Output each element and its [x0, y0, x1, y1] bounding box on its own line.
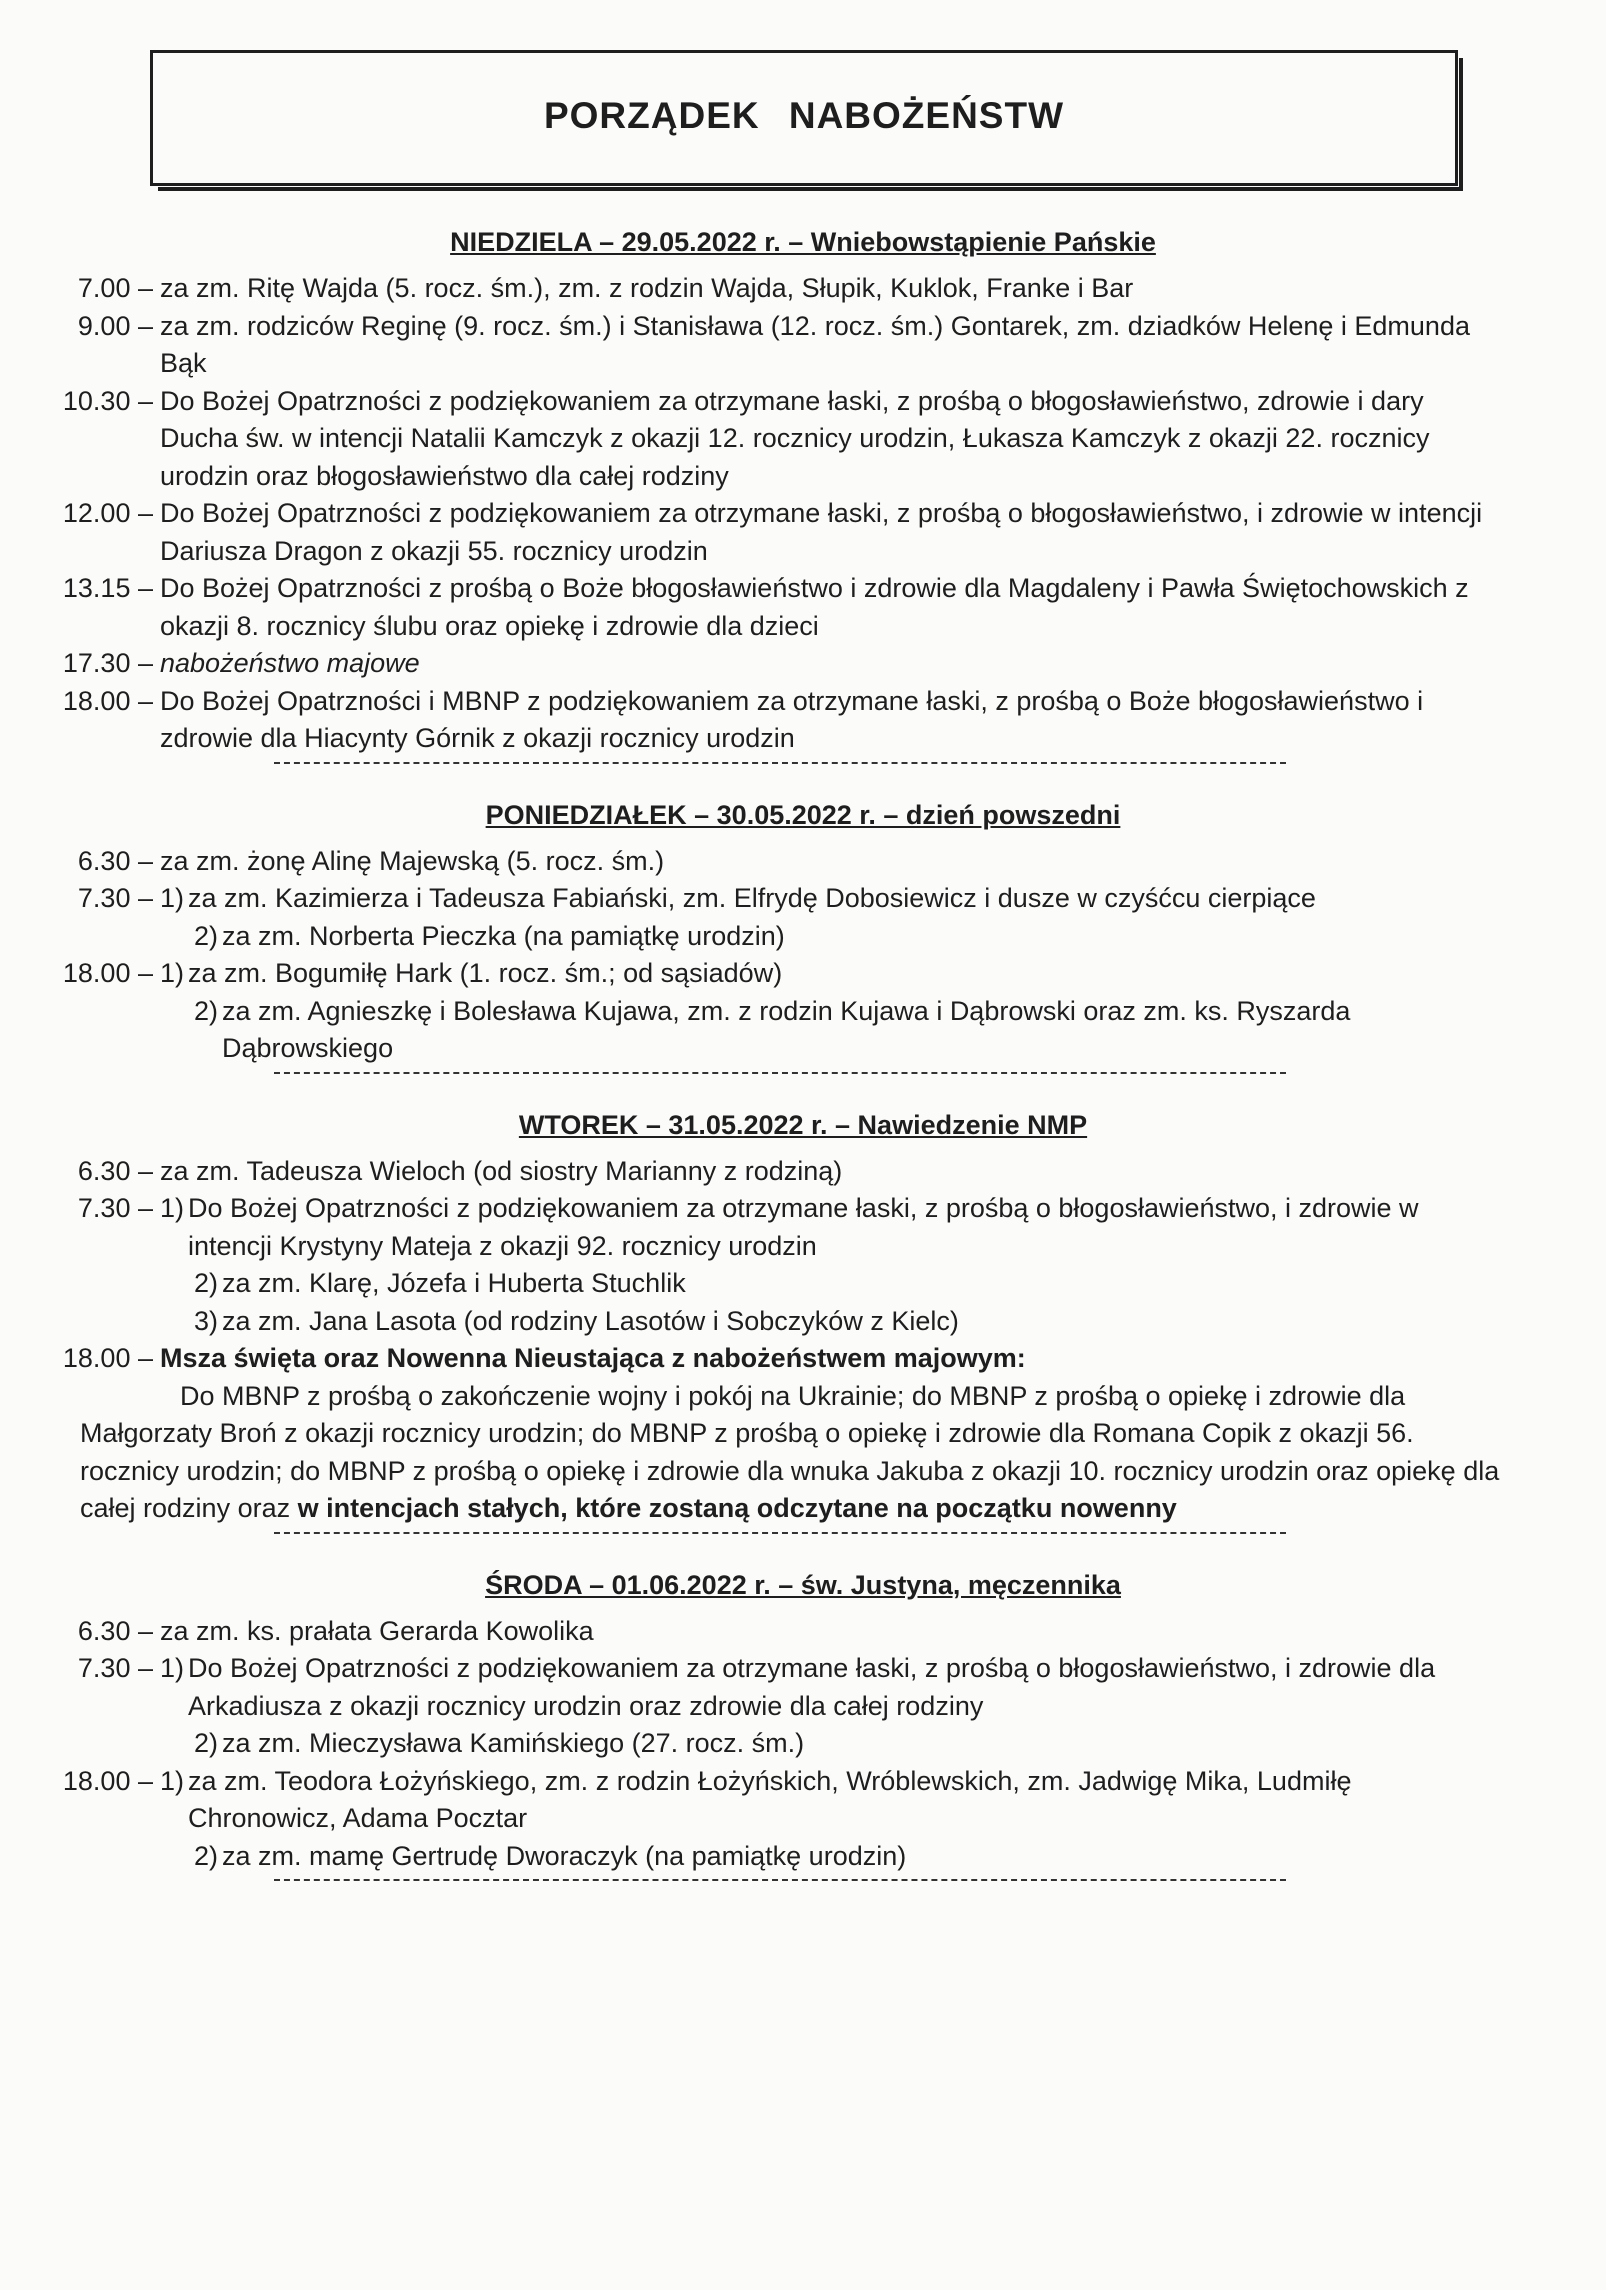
intention-item: 1) Do Bożej Opatrzności z podziękowaniem za otrzymane łaski, z prośbą o błogosławieństwo, i zdrowie dla Arkadiusza z okazji rocznicy urodzin oraz zdrowie dla całej rodziny — [160, 1653, 1436, 1721]
mass-entry — [0, 570, 1606, 645]
section-heading: WTOREK – 31.05.2022 r. – Nawiedzenie NMP — [518, 1109, 1088, 1140]
intention-item: 1) za zm. Kazimierza i Tadeusza Fabiański, zm. Elfrydę Dobosiewicz i dusze w czyśćcu cierpiące — [160, 883, 1316, 913]
intention-item: 1) Do Bożej Opatrzności z podziękowaniem za otrzymane łaski, z prośbą o błogosławieństwo, i zdrowie w intencji Krystyny Mateja z okazji 92. rocznicy urodzin — [160, 1193, 1419, 1261]
mass-time: 9.00 – — [77, 310, 153, 341]
intention-item: 2) za zm. Agnieszkę i Bolesława Kujawa, zm. z rodzin Kujawa i Dąbrowski oraz zm. ks. Ryszarda Dąbrowskiego — [194, 995, 1351, 1063]
mass-intention: Do Bożej Opatrzności i MBNP z podziękowaniem za otrzymane łaski, z prośbą o Boże błogosławieństwo i zdrowie dla Hiacynty Górnik z okazji rocznicy urodzin — [160, 685, 1424, 753]
mass-intention: Do Bożej Opatrzności z podziękowaniem za otrzymane łaski, z prośbą o błogosławieństwo, zdrowie i dary Ducha św. w intencji Natalii Kamczyk z okazji 12. rocznicy urodzin, Łukasza Kamczyk z okazji 22. rocznicy urodzin oraz błogosławieństwo dla całej rodziny — [160, 385, 1430, 491]
mass-time: 6.30 – — [77, 1615, 153, 1646]
section-monday — [0, 795, 1606, 1075]
mass-entry — [0, 683, 1606, 758]
section-sunday — [0, 222, 1606, 765]
mass-time: 7.30 – — [77, 1653, 153, 1683]
mass-time: 18.00 – — [62, 1343, 153, 1373]
intention-item: 2) za zm. mamę Gertrudę Dworaczyk (na pamiątkę urodzin) — [194, 1840, 907, 1871]
section-tuesday — [0, 1105, 1606, 1535]
mass-intention: za zm. rodziców Reginę (9. rocz. śm.) i Stanisława (12. rocz. śm.) Gontarek, zm. dziadków Helenę i Edmunda Bąk — [160, 310, 1470, 378]
mass-entry — [0, 1340, 1606, 1528]
mass-time: 18.00 – — [62, 1765, 153, 1796]
intention-item: 2) za zm. Norberta Pieczka (na pamiątkę urodzin) — [194, 920, 785, 951]
mass-intention: za zm. ks. prałata Gerarda Kowolika — [160, 1615, 594, 1646]
novena-heading: Msza święta oraz Nowenna Nieustająca z nabożeństwem majowym: — [160, 1343, 1026, 1373]
mass-entry — [0, 383, 1606, 496]
mass-time: 6.30 – — [77, 1155, 153, 1186]
mass-time: 7.30 – — [77, 1193, 153, 1223]
page-title: PORZĄDEK NABOŻEŃSTW — [543, 95, 1065, 136]
mass-intention: nabożeństwo majowe — [160, 648, 420, 678]
title-box — [150, 50, 1458, 186]
mass-time: 17.30 – — [62, 648, 153, 678]
mass-entry — [0, 308, 1606, 383]
mass-entry — [0, 1153, 1606, 1191]
section-heading: NIEDZIELA – 29.05.2022 r. – Wniebowstąpienie Pańskie — [450, 227, 1156, 257]
mass-intention: za zm. Tadeusza Wieloch (od siostry Marianny z rodziną) — [160, 1155, 843, 1186]
mass-time: 18.00 – — [62, 958, 153, 988]
intention-item: 2) za zm. Klarę, Józefa i Huberta Stuchlik — [194, 1268, 686, 1298]
mass-entry — [0, 1613, 1606, 1651]
mass-intention: za zm. żonę Alinę Majewską (5. rocz. śm.) — [160, 845, 665, 876]
mass-entry — [0, 1763, 1606, 1876]
intention-item: 1) za zm. Bogumiłę Hark (1. rocz. śm.; od sąsiadów) — [160, 958, 783, 988]
novena-intentions: Do MBNP z prośbą o zakończenie wojny i pokój na Ukrainie; do MBNP z prośbą o opiekę i zdrowie dla Małgorzaty Broń z okazji rocznicy urodzin; do MBNP z prośbą o opiekę i zdrowie dla Romana Copik z okazji 56. rocznicy urodzin; do MBNP z prośbą o opiekę i zdrowie dla wnuka Jakuba z okazji 10. rocznicy urodzin oraz opiekę dla całej rodziny oraz w intencjach stałych, które zostaną odczytane na początku nowenny — [80, 1380, 1500, 1523]
mass-intention: za zm. Ritę Wajda (5. rocz. śm.), zm. z rodzin Wajda, Słupik, Kuklok, Franke i Bar — [160, 273, 1134, 303]
mass-time: 7.30 – — [77, 883, 153, 913]
intention-item: 2) za zm. Mieczysława Kamińskiego (27. rocz. śm.) — [194, 1728, 805, 1758]
mass-intention: Do Bożej Opatrzności z prośbą o Boże błogosławieństwo i zdrowie dla Magdaleny i Pawła Świętochowskich z okazji 8. rocznicy ślubu oraz opiekę i zdrowie dla dzieci — [160, 573, 1469, 641]
section-heading: ŚRODA – 01.06.2022 r. – św. Justyna, męczennika — [485, 1569, 1121, 1600]
section-heading: PONIEDZIAŁEK – 30.05.2022 r. – dzień powszedni — [485, 799, 1121, 830]
mass-time: 12.00 – — [62, 498, 153, 528]
mass-time: 7.00 – — [77, 273, 153, 303]
mass-time: 10.30 – — [62, 385, 153, 416]
mass-entry — [0, 645, 1606, 683]
mass-entry — [0, 843, 1606, 881]
mass-entry — [0, 880, 1606, 955]
mass-time: 18.00 – — [62, 685, 153, 716]
section-divider — [274, 1879, 1286, 1882]
mass-time: 6.30 – — [77, 845, 153, 876]
mass-entry — [0, 495, 1606, 570]
mass-entry — [0, 1650, 1606, 1763]
mass-intention: Do Bożej Opatrzności z podziękowaniem za otrzymane łaski, z prośbą o błogosławieństwo, i zdrowie w intencji Dariusza Dragon z okazji 55. rocznicy urodzin — [160, 498, 1483, 566]
mass-entry — [0, 955, 1606, 1068]
mass-time: 13.15 – — [62, 573, 153, 603]
mass-entry — [0, 270, 1606, 308]
intention-item: 3) za zm. Jana Lasota (od rodziny Lasotów i Sobczyków z Kielc) — [194, 1305, 959, 1336]
schedule — [0, 222, 1606, 1882]
section-wednesday — [0, 1565, 1606, 1883]
mass-entry — [0, 1190, 1606, 1340]
intention-item: 1) za zm. Teodora Łożyńskiego, zm. z rodzin Łożyńskich, Wróblewskich, zm. Jadwigę Mika, Ludmiłę Chronowicz, Adama Pocztar — [160, 1765, 1352, 1833]
